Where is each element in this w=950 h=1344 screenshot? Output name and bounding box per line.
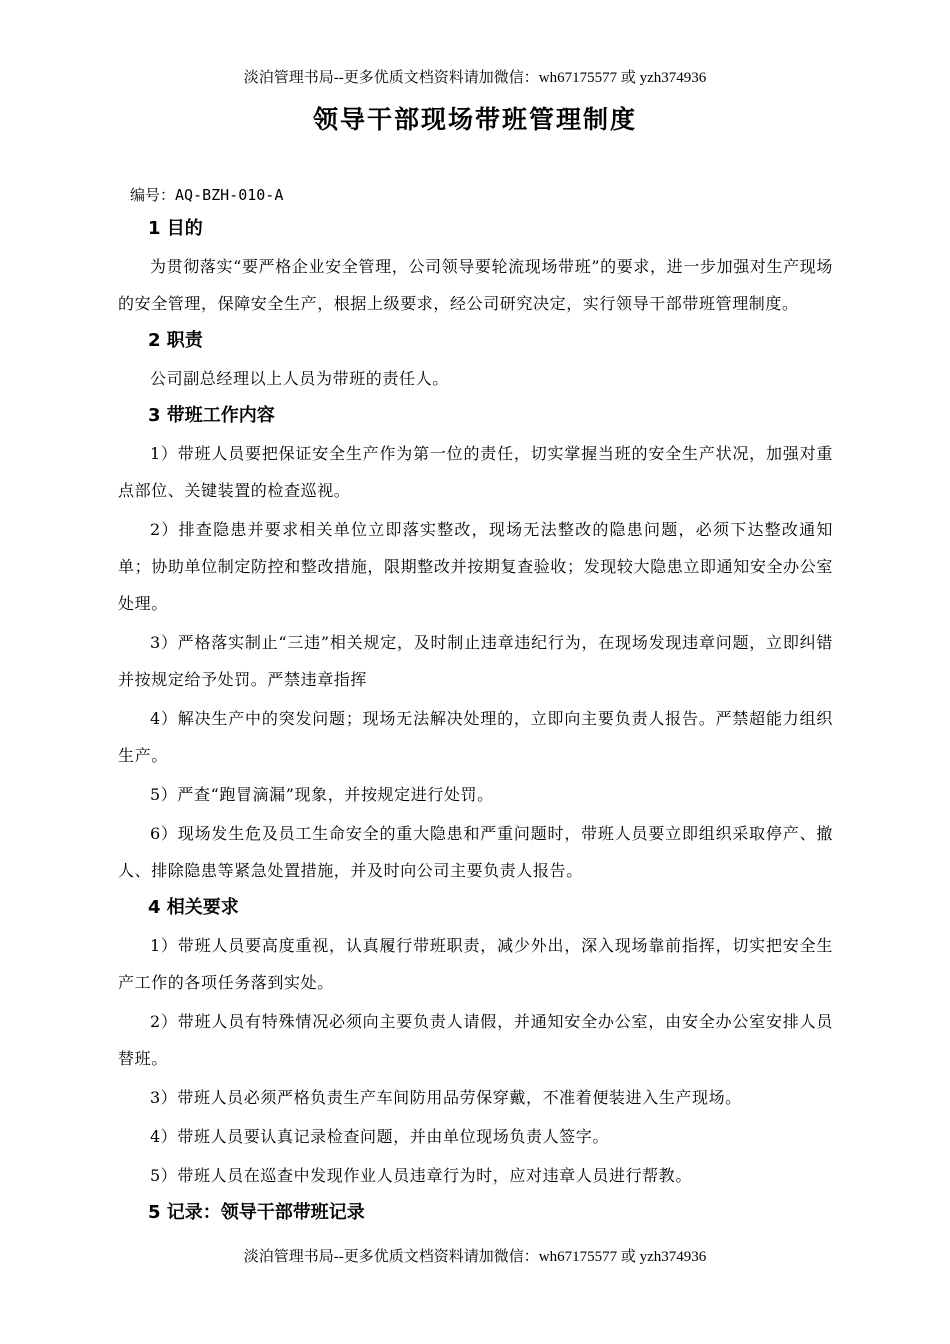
list-item: 6）现场发生危及员工生命安全的重大隐患和严重问题时，带班人员要立即组织采取停产、撤人、排除隐患等紧急处置措施，并及时向公司主要负责人报告。 [118, 824, 833, 880]
document-title: 领导干部现场带班管理制度 [312, 105, 637, 134]
list-item: 2）带班人员有特殊情况必须向主要负责人请假，并通知安全办公室，由安全办公室安排人员替班。 [118, 1012, 833, 1068]
document-body [118, 182, 833, 1232]
section-heading-responsibility: 2 职责 [148, 330, 203, 351]
list-item: 2）排查隐患并要求相关单位立即落实整改，现场无法整改的隐患问题，必须下达整改通知单；协助单位制定防控和整改措施，限期整改并按期复查验收；发现较大隐患立即通知安全办公室处理。 [118, 520, 833, 613]
list-item: 4）解决生产中的突发问题；现场无法解决处理的，立即向主要负责人报告。严禁超能力组织生产。 [118, 709, 833, 765]
document-number: 编号：AQ-BZH-010-A [130, 186, 284, 204]
list-item: 3）严格落实制止“三违”相关规定，及时制止违章违纪行为，在现场发现违章问题，立即纠错并按规定给予处罚。严禁违章指挥 [118, 633, 833, 689]
list-item: 4）带班人员要认真记录检查问题，并由单位现场负责人签字。 [150, 1127, 609, 1146]
list-item: 3）带班人员必须严格负责生产车间防用品劳保穿戴，不准着便装进入生产现场。 [150, 1088, 742, 1107]
paragraph: 为贯彻落实“要严格企业安全管理，公司领导要轮流现场带班”的要求，进一步加强对生产现场的安全管理，保障安全生产，根据上级要求，经公司研究决定，实行领导干部带班管理制度。 [118, 257, 833, 313]
list-item: 5）带班人员在巡查中发现作业人员违章行为时，应对违章人员进行帮教。 [150, 1166, 692, 1185]
section-heading-requirements: 4 相关要求 [148, 897, 239, 918]
list-item: 1）带班人员要高度重视，认真履行带班职责，减少外出，深入现场靠前指挥，切实把安全生产工作的各项任务落到实处。 [118, 936, 833, 992]
section-heading-purpose: 1 目的 [148, 218, 203, 239]
section-heading-work-content: 3 带班工作内容 [148, 405, 275, 426]
list-item: 5）严查“跑冒滴漏”现象，并按规定进行处罚。 [150, 785, 494, 804]
section-heading-records: 5 记录：领导干部带班记录 [148, 1202, 365, 1223]
list-item: 1）带班人员要把保证安全生产作为第一位的责任，切实掌握当班的安全生产状况，加强对重点部位、关键装置的检查巡视。 [118, 444, 833, 500]
paragraph: 公司副总经理以上人员为带班的责任人。 [150, 369, 449, 388]
page-header-watermark: 淡泊管理书局--更多优质文档资料请加微信：wh67175577 或 yzh374936 [243, 70, 707, 86]
page-footer-watermark: 淡泊管理书局--更多优质文档资料请加微信：wh67175577 或 yzh374936 [243, 1249, 707, 1265]
